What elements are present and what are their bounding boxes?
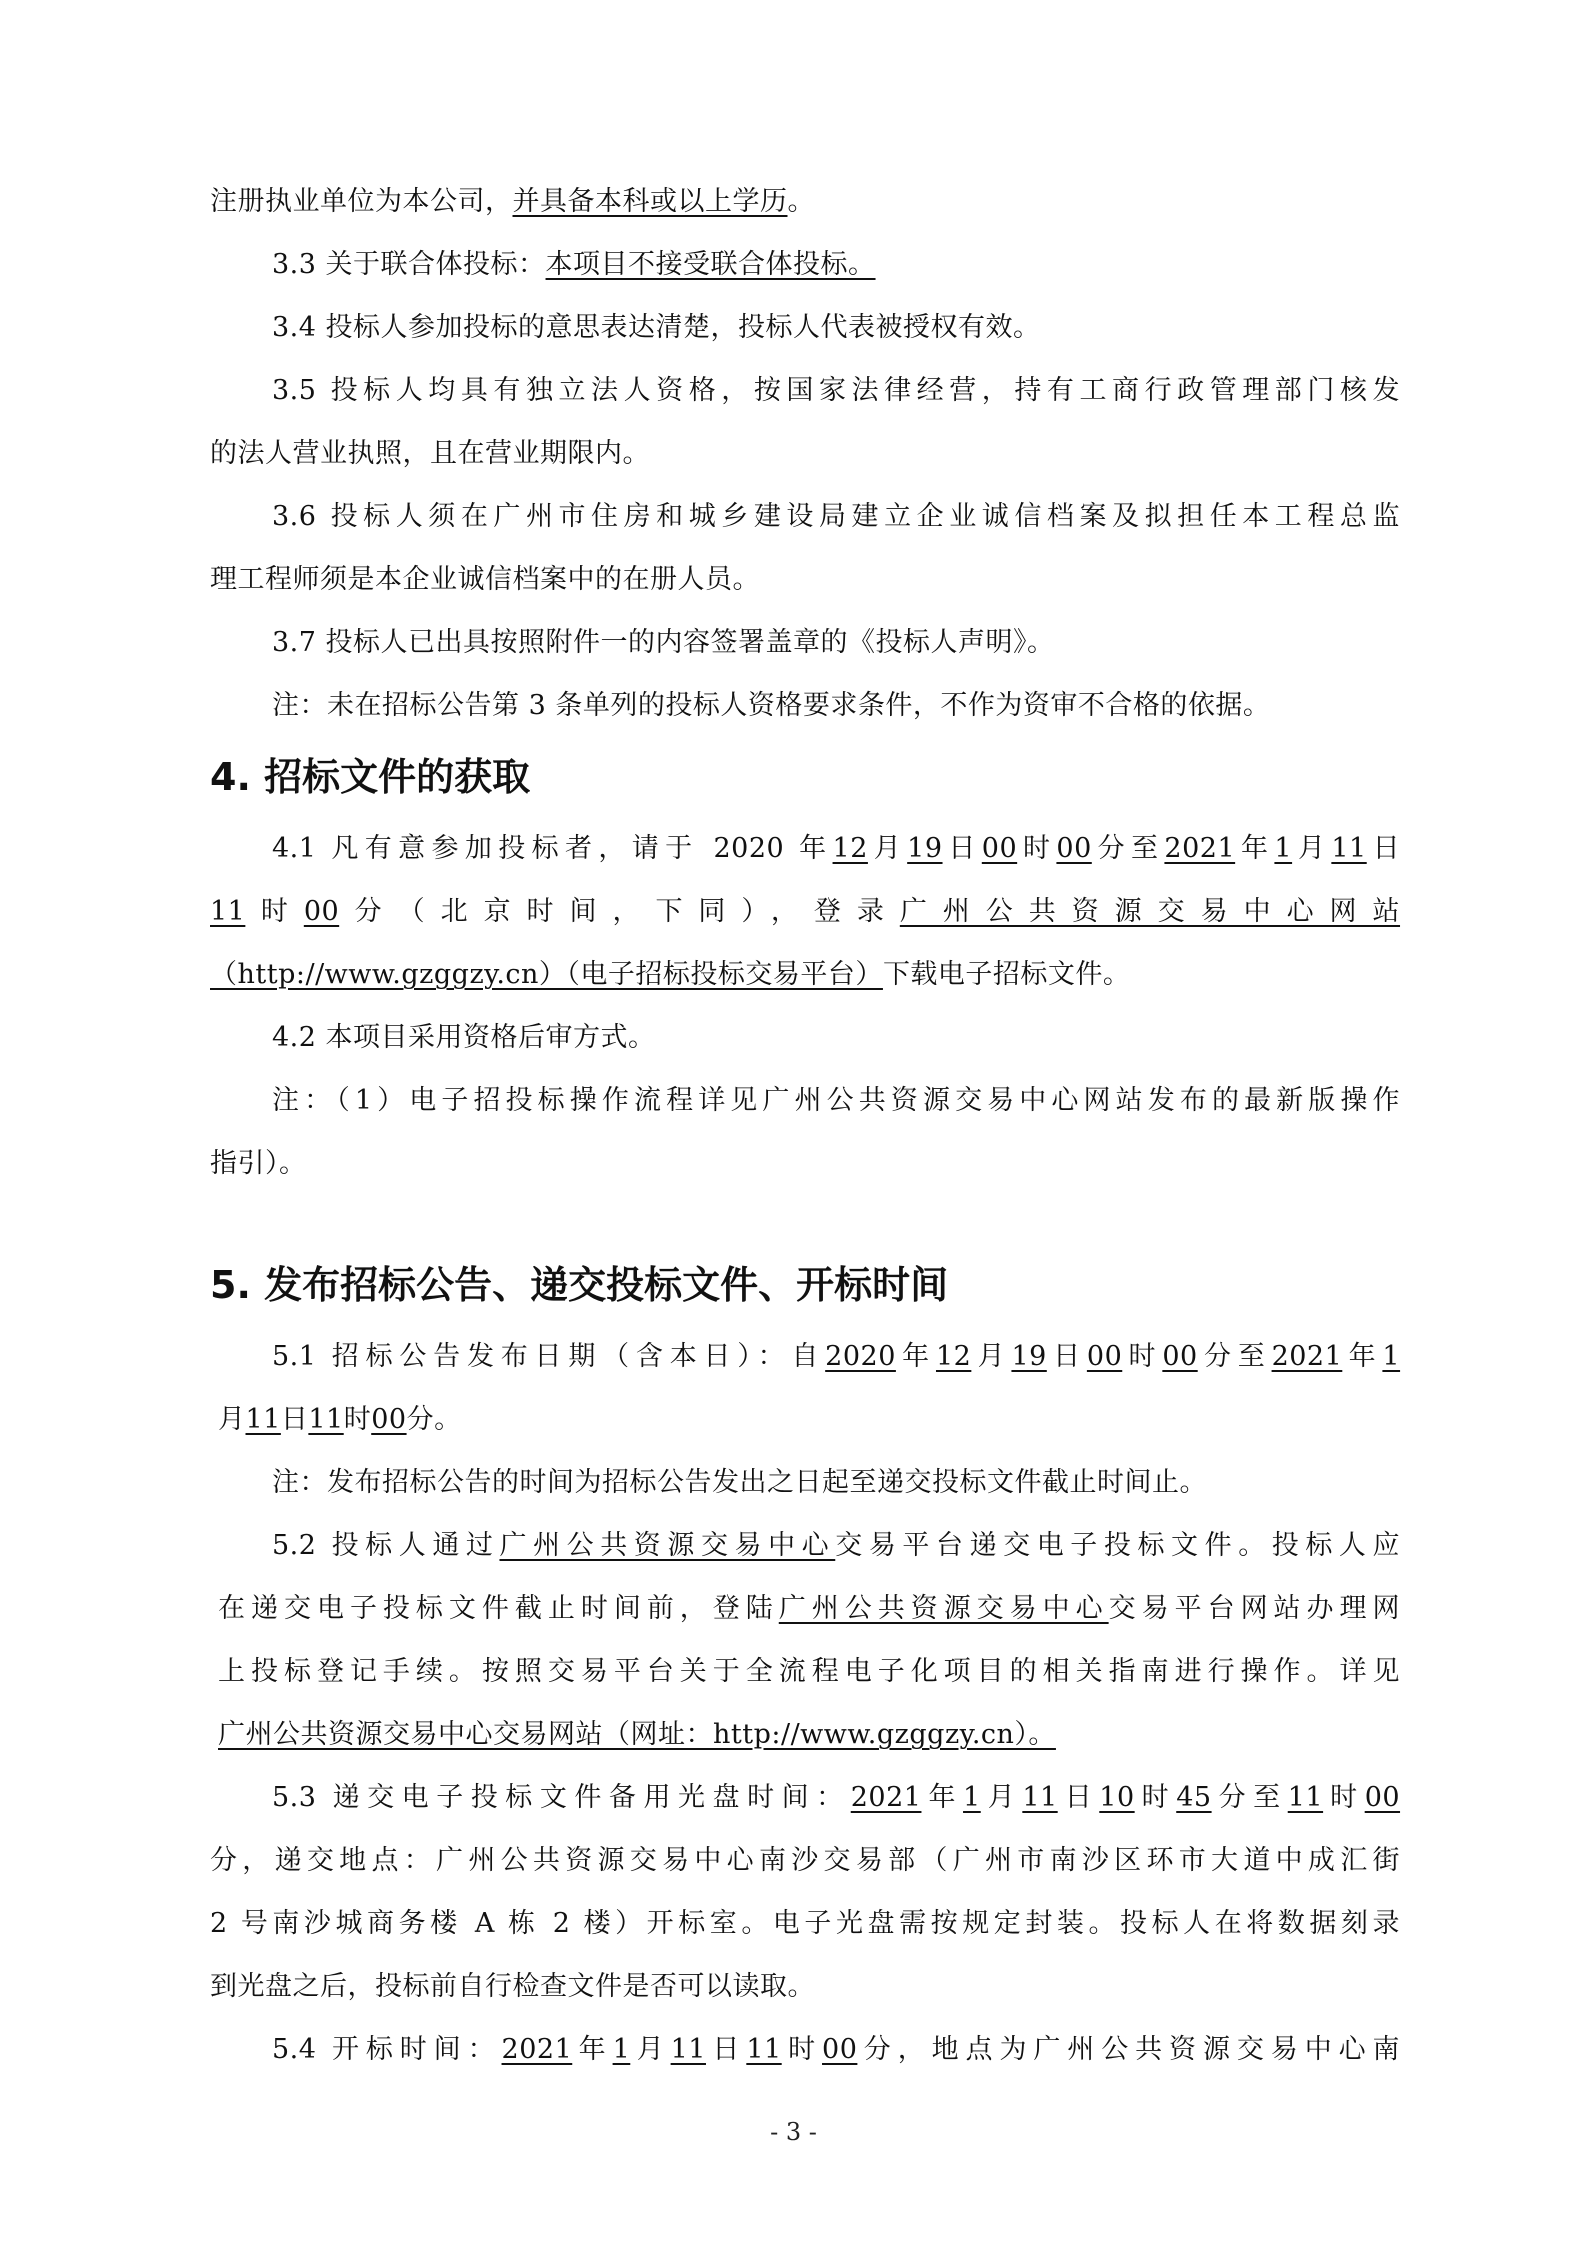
paragraph-5-1-line-2	[210, 1388, 1400, 1451]
underlined-text: 10	[1099, 1782, 1135, 1813]
paragraph-4-1-line-3	[210, 943, 1400, 1006]
text-span: 月	[218, 1404, 246, 1435]
underlined-text: 2021	[1271, 1341, 1343, 1372]
text-span: 时	[781, 2034, 823, 2065]
paragraph-5-2-line-4	[210, 1703, 1400, 1766]
underlined-text: 广州公共资源交易中心	[499, 1530, 836, 1561]
underlined-text: 1	[612, 2034, 631, 2065]
text-span: 月	[980, 1782, 1023, 1813]
underlined-text: 广州公共资源交易中心网站	[899, 896, 1401, 927]
underlined-text: 00	[822, 2034, 858, 2065]
text-span: 在递交电子投标文件截止时间前，登陆	[218, 1593, 779, 1624]
text-span: 月	[1292, 833, 1332, 864]
underlined-text: 19	[1011, 1341, 1047, 1372]
paragraph-5-3-line-2: 分，递交地点：广州公共资源交易中心南沙交易部（广州市南沙区环市大道中成汇街	[210, 1845, 1400, 1876]
underlined-text: 00	[1056, 833, 1092, 864]
paragraph-5-2-line-1	[210, 1514, 1400, 1577]
underlined-text: 11	[1022, 1782, 1058, 1813]
text-span: 分至	[1091, 833, 1165, 864]
text-span: 5.2 投标人通过	[272, 1530, 500, 1561]
paragraph-5-3-line-1	[210, 1766, 1400, 1829]
text-span: 年	[1342, 1341, 1383, 1372]
underlined-text: （http://www.gzggzy.cn）（电子招标投标交易平台）	[210, 959, 883, 990]
underlined-text: 00	[1086, 1341, 1123, 1372]
paragraph-3-3	[210, 233, 1400, 296]
text-span: 5.3 递交电子投标文件备用光盘时间：	[272, 1782, 851, 1813]
section-5-heading: 5. 发布招标公告、递交投标文件、开标时间	[210, 1263, 949, 1307]
text-span: 时	[1122, 1341, 1163, 1372]
text-span: 时	[1323, 1782, 1365, 1813]
underlined-text: 广州公共资源交易中心	[778, 1593, 1109, 1624]
text-span: 分，地点为广州公共资源交易中心南	[857, 2034, 1401, 2065]
text-span: 年	[921, 1782, 964, 1813]
text-span: 分（北京时间，下同），登录	[339, 896, 900, 927]
text-span: 分至	[1211, 1782, 1288, 1813]
text-span: 分至	[1197, 1341, 1272, 1372]
underlined-text: 1	[1274, 833, 1293, 864]
text-span: 交易平台网站办理网	[1108, 1593, 1401, 1624]
paragraph-5-3-line-4: 到光盘之后，投标前自行检查文件是否可以读取。	[210, 1971, 815, 2002]
text-span: 4.1 凡有意参加投标者，请于 2020 年	[272, 833, 833, 864]
paragraph-3-7: 3.7 投标人已出具按照附件一的内容签署盖章的《投标人声明》。	[272, 627, 1055, 658]
page-body	[210, 170, 1400, 2081]
underlined-text: 11	[210, 896, 246, 927]
text-span: 分。	[406, 1404, 462, 1435]
paragraph-3-6-line-2: 理工程师须是本企业诚信档案中的在册人员。	[210, 564, 760, 595]
underlined-text: 00	[371, 1404, 407, 1435]
underlined-text: 11	[1331, 833, 1367, 864]
text-span: 日	[280, 1404, 309, 1435]
paragraph-5-1-line-1	[210, 1325, 1400, 1388]
text-span: 月	[867, 833, 908, 864]
underlined-text: 2020	[825, 1341, 896, 1372]
paragraph-5-4-line-1	[210, 2018, 1400, 2081]
section-spacer	[210, 1195, 1400, 1245]
underlined-text: 11	[308, 1404, 344, 1435]
underlined-text: 45	[1176, 1782, 1212, 1813]
underlined-text: 2021	[850, 1782, 922, 1813]
underlined-text: 11	[670, 2034, 706, 2065]
underlined-text: 本项目不接受联合体投标。	[545, 249, 876, 280]
underlined-text: 并具备本科或以上学历	[512, 186, 788, 217]
text-span: 日	[942, 833, 982, 864]
text-span: 5.4 开标时间：	[272, 2034, 502, 2065]
text-span: 时	[245, 896, 304, 927]
underlined-text: 11	[245, 1404, 281, 1435]
text-span: 年	[895, 1341, 936, 1372]
paragraph-3-5-line-1: 3.5 投标人均具有独立法人资格，按国家法律经营，持有工商行政管理部门核发	[272, 375, 1400, 406]
note-3: 注：未在招标公告第 3 条单列的投标人资格要求条件，不作为资审不合格的依据。	[272, 690, 1271, 721]
paragraph-3-2-continuation	[210, 170, 1400, 233]
underlined-text: 1	[963, 1782, 981, 1813]
underlined-text: 1	[1382, 1341, 1401, 1372]
note-4-line-1: 注：（1）电子招投标操作流程详见广州公共资源交易中心网站发布的最新版操作	[272, 1085, 1400, 1116]
text-span: 交易平台递交电子投标文件。投标人应	[835, 1530, 1400, 1561]
underlined-text: 广州公共资源交易中心交易网站（网址：http://www.gzggzy.cn）。	[218, 1719, 1056, 1750]
text-span: 3.3 关于联合体投标：	[272, 249, 546, 280]
page-number: - 3 -	[770, 2118, 817, 2146]
underlined-text: 00	[981, 833, 1018, 864]
paragraph-4-1-line-2	[210, 880, 1400, 943]
paragraph-3-5-line-2: 的法人营业执照，且在营业期限内。	[210, 438, 650, 469]
underlined-text: 19	[907, 833, 943, 864]
text-span: 日	[1366, 833, 1401, 864]
underlined-text: 11	[1287, 1782, 1324, 1813]
text-span: 日	[705, 2034, 747, 2065]
underlined-text: 12	[935, 1341, 972, 1372]
note-4-line-2: 指引）。	[210, 1148, 307, 1179]
underlined-text: 00	[1364, 1782, 1401, 1813]
text-span: 年	[572, 2034, 613, 2065]
text-span: 月	[971, 1341, 1012, 1372]
text-span: 。	[787, 186, 815, 217]
text-span: 日	[1057, 1782, 1100, 1813]
note-5-1: 注：发布招标公告的时间为招标公告发出之日起至递交投标文件截止时间止。	[272, 1467, 1207, 1498]
text-span: 注册执业单位为本公司，	[210, 186, 513, 217]
section-4-heading: 4. 招标文件的获取	[210, 755, 531, 799]
text-span: 年	[1235, 833, 1275, 864]
text-span: 5.1 招标公告发布日期（含本日）：自	[272, 1341, 826, 1372]
text-span: 时	[1017, 833, 1057, 864]
paragraph-3-6-line-1: 3.6 投标人须在广州市住房和城乡建设局建立企业诚信档案及拟担任本工程总监	[272, 501, 1400, 532]
underlined-text: 2021	[501, 2034, 573, 2065]
text-span: 时	[343, 1404, 372, 1435]
paragraph-5-2-line-3: 上投标登记手续。按照交易平台关于全流程电子化项目的相关指南进行操作。详见	[218, 1656, 1400, 1687]
text-span: 时	[1134, 1782, 1177, 1813]
paragraph-5-2-line-2	[210, 1577, 1400, 1640]
underlined-text: 00	[303, 896, 340, 927]
underlined-text: 00	[1162, 1341, 1198, 1372]
text-span: 月	[630, 2034, 671, 2065]
underlined-text: 12	[832, 833, 868, 864]
text-span: 日	[1046, 1341, 1087, 1372]
text-span: 下载电子招标文件。	[882, 959, 1131, 990]
paragraph-4-2: 4.2 本项目采用资格后审方式。	[272, 1022, 656, 1053]
underlined-text: 11	[746, 2034, 782, 2065]
paragraph-4-1-line-1	[210, 817, 1400, 880]
underlined-text: 2021	[1164, 833, 1236, 864]
paragraph-5-3-line-3: 2 号南沙城商务楼 A 栋 2 楼）开标室。电子光盘需按规定封装。投标人在将数据刻录	[210, 1908, 1400, 1939]
paragraph-3-4: 3.4 投标人参加投标的意思表达清楚，投标人代表被授权有效。	[272, 312, 1041, 343]
